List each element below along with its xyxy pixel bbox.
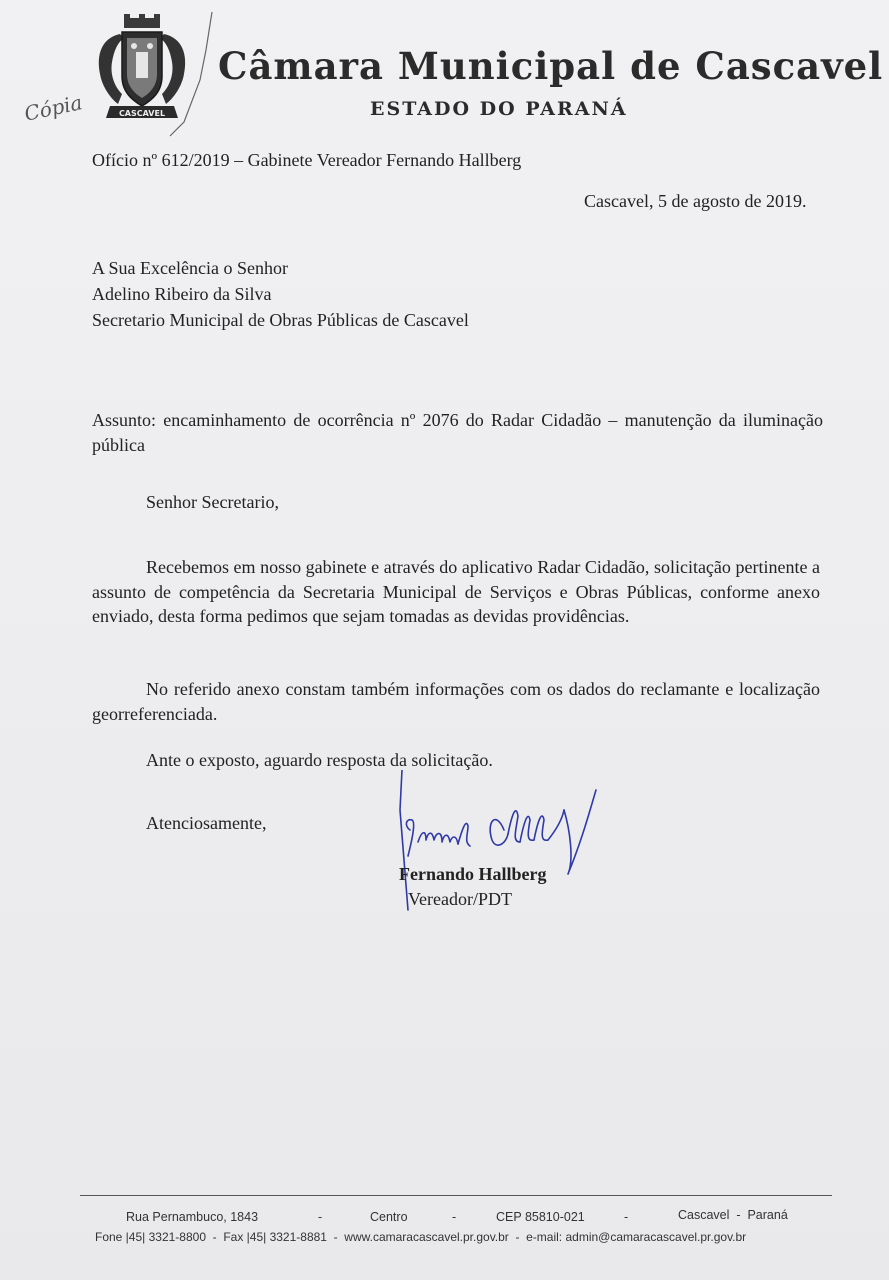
signatory-name: Fernando Hallberg (399, 864, 547, 884)
signatory-role: Vereador/PDT (408, 889, 512, 909)
handwritten-annotation: Cópia (22, 90, 85, 126)
body-paragraph-3: Ante o exposto, aguardo resposta da solicitação. (146, 750, 493, 770)
body-paragraph-2: No referido anexo constam também informações com os dados do reclamante e localização georreferenciada. (92, 679, 820, 724)
footer-separator: - (452, 1210, 457, 1224)
recipient-title: Secretario Municipal de Obras Públicas de Cascavel (92, 310, 469, 330)
crest-banner-text: CASCAVEL (118, 109, 166, 118)
recipient-line-1: A Sua Excelência o Senhor (92, 258, 288, 278)
footer-separator: - (318, 1210, 323, 1224)
subject-line: Assunto: encaminhamento de ocorrência nº 2076 do Radar Cidadão – manutenção da iluminação pública (92, 410, 823, 455)
footer-separator: - (624, 1210, 629, 1224)
pen-stroke-icon (160, 10, 220, 140)
recipient-name: Adelino Ribeiro da Silva (92, 284, 272, 304)
footer-address: Rua Pernambuco, 1843 (126, 1210, 259, 1224)
salutation: Senhor Secretario, (146, 492, 279, 512)
organization-name: Câmara Municipal de Cascavel (218, 44, 884, 88)
body-paragraph-1: Recebemos em nosso gabinete e através do aplicativo Radar Cidadão, solicitação pertinente a assunto de competência da Secretaria Municipal de Serviços e Obras Públicas, conforme anexo enviado, desta forma pedimos que sejam tomadas as devidas providências. (92, 557, 820, 626)
footer-city: Cascavel - Paraná (678, 1208, 788, 1222)
date-line: Cascavel, 5 de agosto de 2019. (584, 191, 807, 211)
organization-state: ESTADO DO PARANÁ (370, 98, 628, 120)
closing: Atenciosamente, (146, 813, 267, 833)
office-reference: Ofício nº 612/2019 – Gabinete Vereador Fernando Hallberg (92, 150, 522, 170)
footer-divider (80, 1195, 832, 1196)
footer-contact: Fone |45| 3321-8800 - Fax |45| 3321-8881 - www.camaracascavel.pr.gov.br - e-mail: admin@camaracascavel.pr.gov.br (95, 1230, 747, 1244)
footer-district: Centro (370, 1210, 408, 1224)
footer-cep: CEP 85810-021 (496, 1210, 585, 1224)
